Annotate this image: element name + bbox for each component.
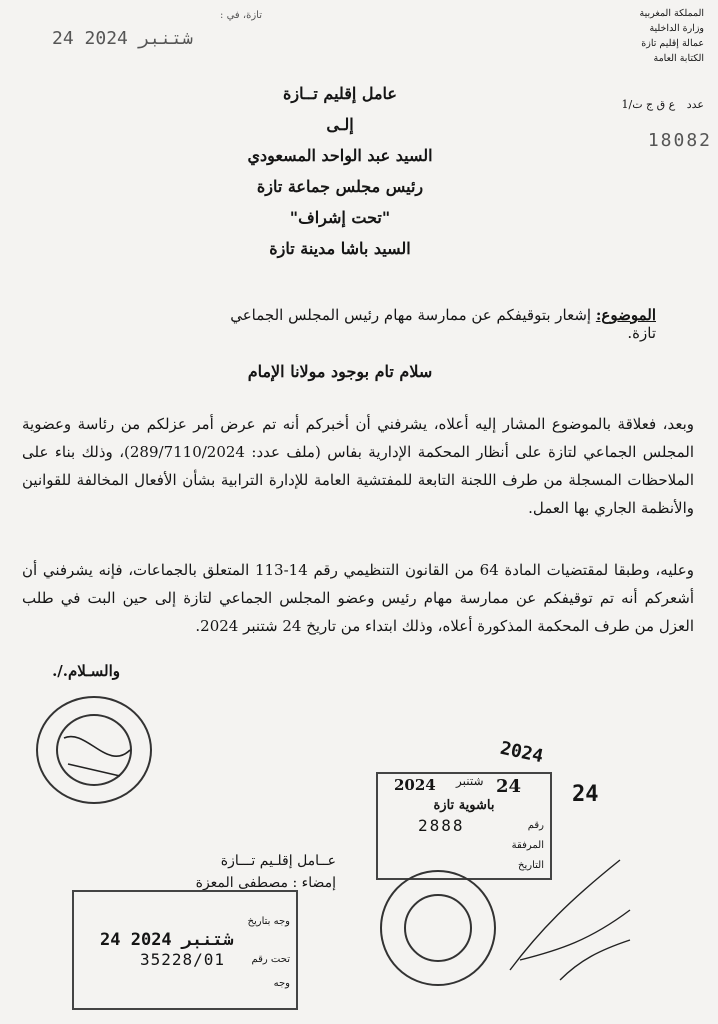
sent-number: 35228/01 xyxy=(140,950,226,969)
received-day: 24 xyxy=(496,776,522,797)
ref-code: ع ق ج ت/1 xyxy=(621,98,676,111)
addressee-block xyxy=(220,78,460,264)
official-seal xyxy=(36,696,152,804)
received-office: باشوية تازة xyxy=(433,798,495,813)
sent-label-top: وجه بتاريخ xyxy=(247,916,290,927)
ref-line xyxy=(594,98,704,111)
received-month: شتنبر xyxy=(456,774,484,788)
received-day-handwritten: 24 xyxy=(572,782,599,807)
sender-title: عامل إقليم تــازة xyxy=(283,84,397,103)
to-label: إلـى xyxy=(326,115,354,134)
body-paragraph-2: وعليه، وطبقا لمقتضيات المادة 64 من القانون التنظيمي رقم 14-113 المتعلق بالجماعات، فإنه يشرفني أن أشعركم أنه تم توقيفكم عن ممارسة مهام رئيس وعضو المجلس الجماعي لتازة إلى حين البت في طلب العزل من طرف المحكمة المذكورة أعلاه، وذلك ابتداء من تاريخ 24 شتنبر 2024. xyxy=(22,561,695,635)
date-stamp-value: 24 شتنبر 2024 xyxy=(52,28,193,49)
ref-number: 18082 xyxy=(647,130,712,151)
received-year-handwritten: 2024 xyxy=(498,737,546,768)
subject-line xyxy=(216,306,656,342)
addressee-name: السيد عبد الواحد المسعودي xyxy=(247,146,433,165)
received-number: 2888 xyxy=(418,816,465,835)
round-stamp-inner xyxy=(404,894,472,962)
sent-label-bottom: وجه xyxy=(273,978,290,989)
ministry-line: المملكة المغربية xyxy=(639,8,704,19)
signature-name: إمضاء : مصطفى المعزة xyxy=(195,875,336,891)
ministry-line: الكتابة العامة xyxy=(653,53,704,64)
received-year: 2024 xyxy=(394,776,436,794)
sent-label-mid: تحت رقم xyxy=(251,954,290,965)
closing: والسـلام./. xyxy=(52,662,120,680)
greeting: سلام تام بوجود مولانا الإمام xyxy=(247,362,433,381)
ref-label: عدد xyxy=(686,98,704,111)
ministry-header xyxy=(594,6,704,66)
received-number-label: رقم xyxy=(527,820,544,831)
seal-signature-mark xyxy=(38,698,150,802)
ministry-line: عمالة إقليم تازة xyxy=(641,38,704,49)
place-date-label: تازة، في : xyxy=(220,10,262,21)
received-date-label: التاريخ xyxy=(518,860,544,871)
body-paragraph-1: وبعد، فعلاقة بالموضوع المشار إليه أعلاه، يشرفني أن أخبركم أنه تم عرض أمر عزلكم من رئاسة وعضوية المجلس الجماعي لتازة على أنظار المحكمة الإدارية بفاس (ملف عدد: 289/7110/2024)، وذلك بناء على الملاحظات المسجلة من طرف اللجنة التابعة للمفتشية العامة للإدارة الترابية بشأن الأفعال المخالفة للقوانين والأنظمة الجاري بها العمل. xyxy=(22,415,694,517)
addressee-title: رئيس مجلس جماعة تازة xyxy=(256,177,424,196)
subject-label: الموضوع: xyxy=(595,306,656,324)
sent-date: 24 شتنبر 2024 xyxy=(100,930,234,950)
received-attachments-label: المرفقة xyxy=(511,840,544,851)
subject-text: إشعار بتوقيفكم عن ممارسة مهام رئيس المجلس الجماعي تازة. xyxy=(230,306,656,342)
via-label: "تحت إشراف" xyxy=(289,208,391,227)
signature-title: عــامل إقلـيم تـــازة xyxy=(220,853,336,869)
ministry-line: وزارة الداخلية xyxy=(649,23,704,34)
sent-stamp xyxy=(72,890,298,1010)
signature-block xyxy=(150,850,336,894)
round-stamp xyxy=(380,870,496,986)
handwritten-signature xyxy=(500,840,640,990)
pasha-name: السيد باشا مدينة تازة xyxy=(269,239,411,258)
